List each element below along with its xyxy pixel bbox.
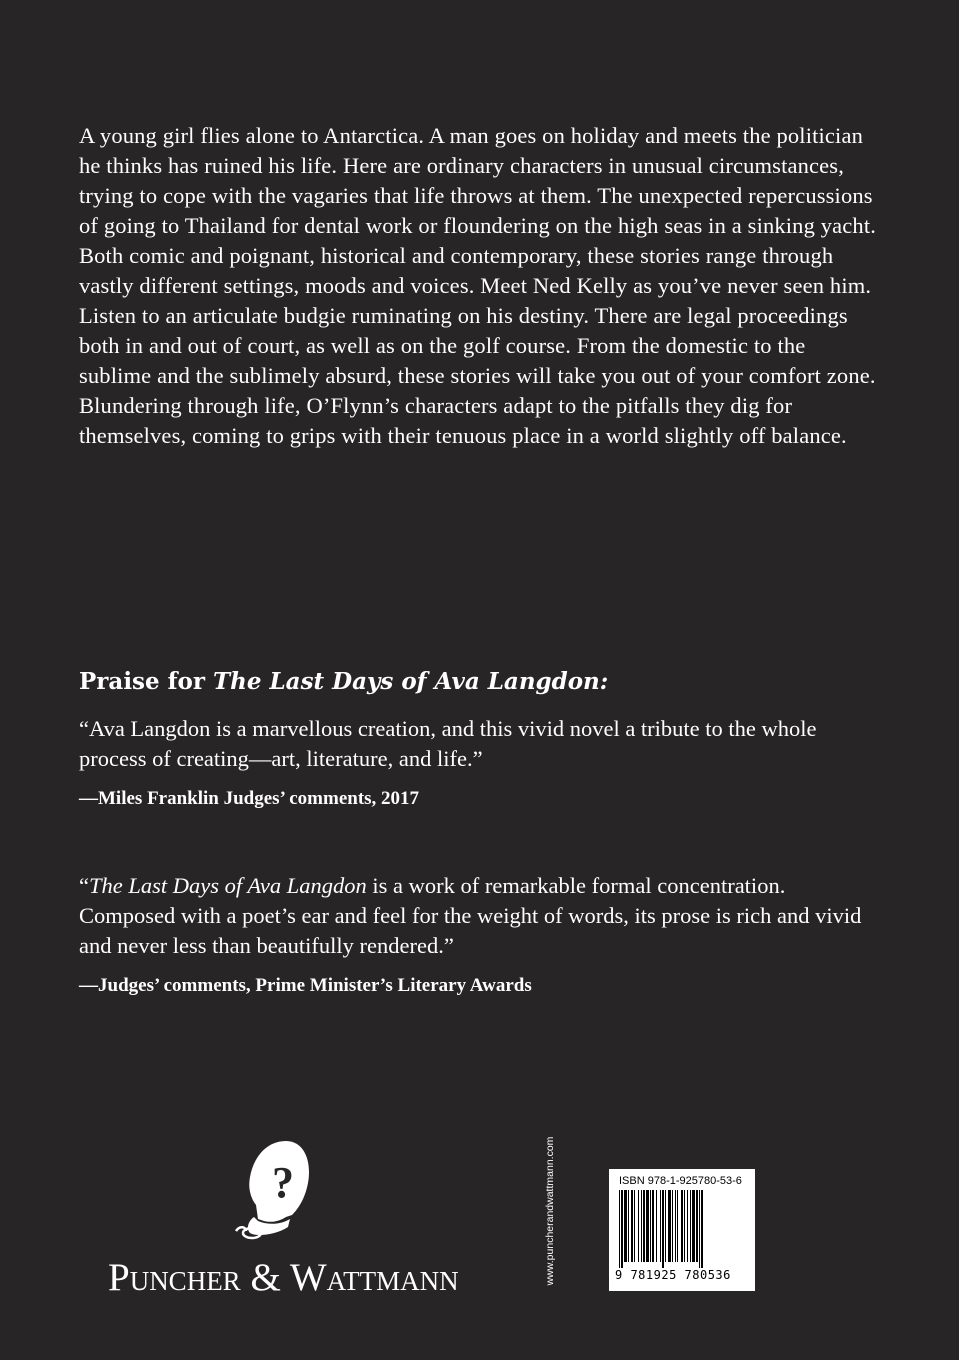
- quote-open-mark: “: [79, 873, 89, 898]
- barcode-bar: [681, 1190, 683, 1262]
- back-cover-blurb: A young girl flies alone to Antarctica. A man goes on holiday and meets the politician he thinks has ruined his life. Here are ordinary characters in unusual circumstances, trying to cope with the vagaries that life throws at them. The unexpected repercussions of going to Thailand for dental work or floundering on the high seas in a sinking yacht. Both comic and poignant, historical and contemporary, these stories range through vastly different settings, moods and voices. Meet Ned Kelly as you’ve never seen him. Listen to an articulate budgie ruminating on his destiny. There are legal proceedings both in and out of court, as well as on the golf course. From the domestic to the sublime and the sublimely absurd, these stories will take you out of your comfort zone. Blundering through life, O’Flynn’s characters adapt to the pitfalls they dig for themselves, coming to grips with their tenuous place in a world slightly off balance.: [79, 123, 876, 448]
- isbn-digits: 9 781925 780536: [615, 1268, 731, 1282]
- praise-attribution-2: —Judges’ comments, Prime Minister’s Literary Awards: [79, 975, 532, 996]
- barcode-bars: [617, 1190, 747, 1268]
- svg-text:?: ?: [272, 1158, 294, 1207]
- publisher-name: Puncher & Wattmann: [108, 1256, 459, 1299]
- barcode-bar: [638, 1190, 639, 1262]
- barcode-bar: [668, 1190, 671, 1262]
- publisher-website: [538, 1122, 562, 1300]
- barcode-bar: [624, 1190, 627, 1262]
- barcode-bar: [652, 1190, 654, 1262]
- barcode-bar: [631, 1190, 633, 1262]
- barcode-bar: [684, 1190, 685, 1262]
- isbn-label: ISBN 978-1-925780-53-6: [619, 1175, 742, 1187]
- barcode-bar: [650, 1190, 651, 1262]
- barcode-bar: [672, 1190, 673, 1262]
- praise-book-title: The Last Days of Ava Langdon:: [213, 668, 609, 695]
- barcode-bar: [687, 1190, 688, 1262]
- barcode-bar: [628, 1190, 629, 1262]
- barcode-bar: [662, 1190, 664, 1268]
- praise-attribution-1: —Miles Franklin Judges’ comments, 2017: [79, 788, 420, 809]
- isbn-barcode: [609, 1169, 755, 1291]
- barcode-bar: [619, 1190, 620, 1268]
- barcode-bar: [692, 1190, 695, 1262]
- barcode-bar: [675, 1190, 676, 1262]
- barcode-bar: [665, 1190, 666, 1262]
- barcode-bar: [690, 1190, 691, 1262]
- publisher-logo: [100, 1135, 500, 1305]
- barcode-bar: [643, 1190, 645, 1262]
- praise-quote-1: “Ava Langdon is a marvellous creation, and this vivid novel a tribute to the whole process of creating—art, literature, and life.”: [79, 716, 817, 771]
- barcode-bar: [641, 1190, 642, 1262]
- barcode-bar: [699, 1190, 700, 1268]
- quote-body: is a work of remarkable formal concentration. Composed with a poet’s ear and feel for the weight of words, its prose is rich and vivid and never less than beautifully rendered.”: [79, 873, 862, 958]
- boxing-glove-question-mark-icon: [228, 1135, 318, 1250]
- barcode-bar: [696, 1190, 698, 1262]
- barcode-bar: [677, 1190, 678, 1262]
- website-url: www.puncherandwattmann.com: [544, 1136, 556, 1286]
- barcode-bar: [634, 1190, 635, 1262]
- praise-quote-2: [79, 871, 879, 961]
- praise-heading: [79, 668, 608, 695]
- barcode-bar: [656, 1190, 657, 1262]
- barcode-bar: [646, 1190, 649, 1262]
- praise-heading-prefix: Praise for: [79, 668, 214, 695]
- barcode-bar: [660, 1190, 661, 1262]
- barcode-bar: [701, 1190, 703, 1268]
- quote-book-title: The Last Days of Ava Langdon: [89, 873, 367, 898]
- barcode-bar: [621, 1190, 623, 1268]
